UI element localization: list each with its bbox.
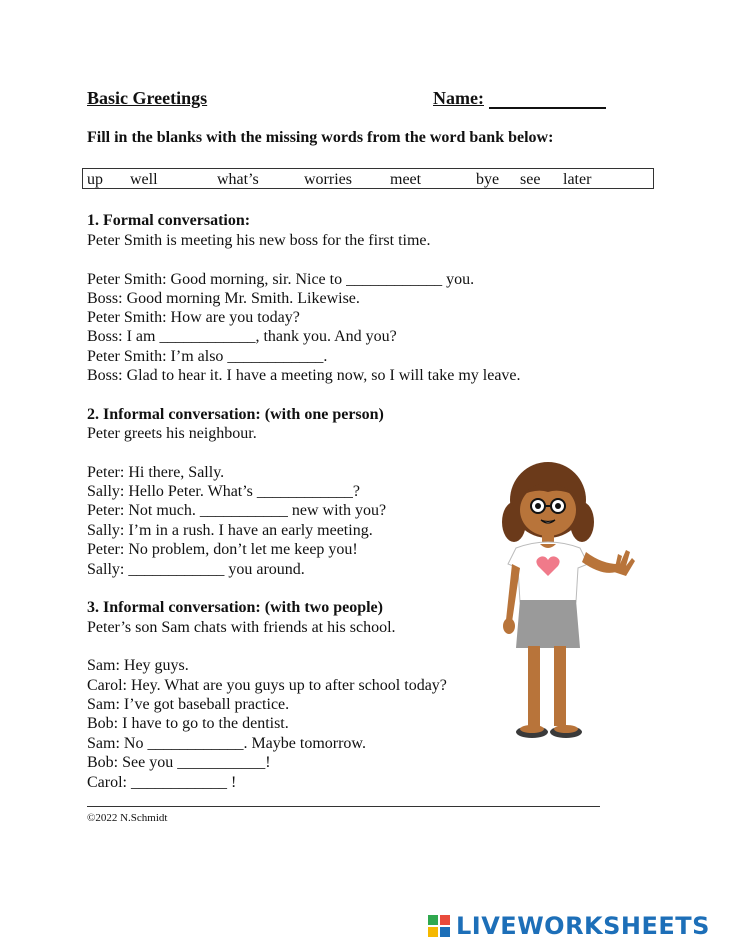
dialogue-line: Sam: No ____________. Maybe tomorrow. bbox=[87, 735, 366, 752]
liveworksheets-text: LIVEWORKSHEETS bbox=[456, 912, 710, 940]
word-bank-item: well bbox=[130, 171, 158, 188]
dialogue-line: Peter Smith: I’m also ____________. bbox=[87, 348, 328, 365]
dialogue-line: Bob: I have to go to the dentist. bbox=[87, 715, 289, 732]
name-blank-line bbox=[489, 107, 606, 109]
dialogue-line: Bob: See you ___________! bbox=[87, 754, 271, 771]
word-bank-item: later bbox=[563, 171, 592, 188]
dialogue-line: Boss: Good morning Mr. Smith. Likewise. bbox=[87, 290, 360, 307]
section-heading: 3. Informal conversation: (with two people) bbox=[87, 599, 383, 616]
girl-waving-illustration bbox=[498, 460, 638, 755]
liveworksheets-brand[interactable] bbox=[428, 912, 710, 940]
dialogue-line: Sally: Hello Peter. What’s ____________? bbox=[87, 483, 361, 500]
section-intro: Peter’s son Sam chats with friends at his school. bbox=[87, 619, 396, 636]
dialogue-line: Peter: No problem, don’t let me keep you! bbox=[87, 541, 358, 558]
word-bank-item: worries bbox=[304, 171, 352, 188]
dialogue-line: Boss: I am ____________, thank you. And you? bbox=[87, 328, 397, 345]
dialogue-line: Sally: I’m in a rush. I have an early meeting. bbox=[87, 522, 373, 539]
dialogue-line: Sam: I’ve got baseball practice. bbox=[87, 696, 290, 713]
dialogue-line: Peter Smith: How are you today? bbox=[87, 309, 300, 326]
liveworksheets-logo-icon bbox=[428, 915, 450, 937]
section-intro: Peter Smith is meeting his new boss for the first time. bbox=[87, 232, 431, 249]
dialogue-line: Peter: Not much. ___________ new with you? bbox=[87, 502, 387, 519]
dialogue-line: Carol: ____________ ! bbox=[87, 774, 237, 791]
section-intro: Peter greets his neighbour. bbox=[87, 425, 257, 442]
word-bank-item: what’s bbox=[217, 171, 259, 188]
dialogue-line: Carol: Hey. What are you guys up to after school today? bbox=[87, 677, 447, 694]
dialogue-line: Peter Smith: Good morning, sir. Nice to ____________ you. bbox=[87, 271, 475, 288]
word-bank bbox=[82, 168, 654, 189]
section-heading: 1. Formal conversation: bbox=[87, 212, 251, 229]
name-label: Name: bbox=[433, 88, 484, 108]
footer-divider bbox=[87, 806, 600, 807]
copyright-text: ©2022 N.Schmidt bbox=[87, 812, 168, 824]
worksheet-title: Basic Greetings bbox=[87, 88, 208, 108]
dialogue-line: Sam: Hey guys. bbox=[87, 657, 189, 674]
dialogue-line: Sally: ____________ you around. bbox=[87, 561, 305, 578]
dialogue-line: Boss: Glad to hear it. I have a meeting now, so I will take my leave. bbox=[87, 367, 521, 384]
word-bank-item: up bbox=[87, 171, 103, 188]
word-bank-item: see bbox=[520, 171, 541, 188]
word-bank-item: bye bbox=[476, 171, 500, 188]
instruction-text: Fill in the blanks with the missing words from the word bank below: bbox=[87, 129, 554, 146]
dialogue-line: Peter: Hi there, Sally. bbox=[87, 464, 225, 481]
word-bank-item: meet bbox=[390, 171, 422, 188]
section-heading: 2. Informal conversation: (with one person) bbox=[87, 406, 384, 423]
